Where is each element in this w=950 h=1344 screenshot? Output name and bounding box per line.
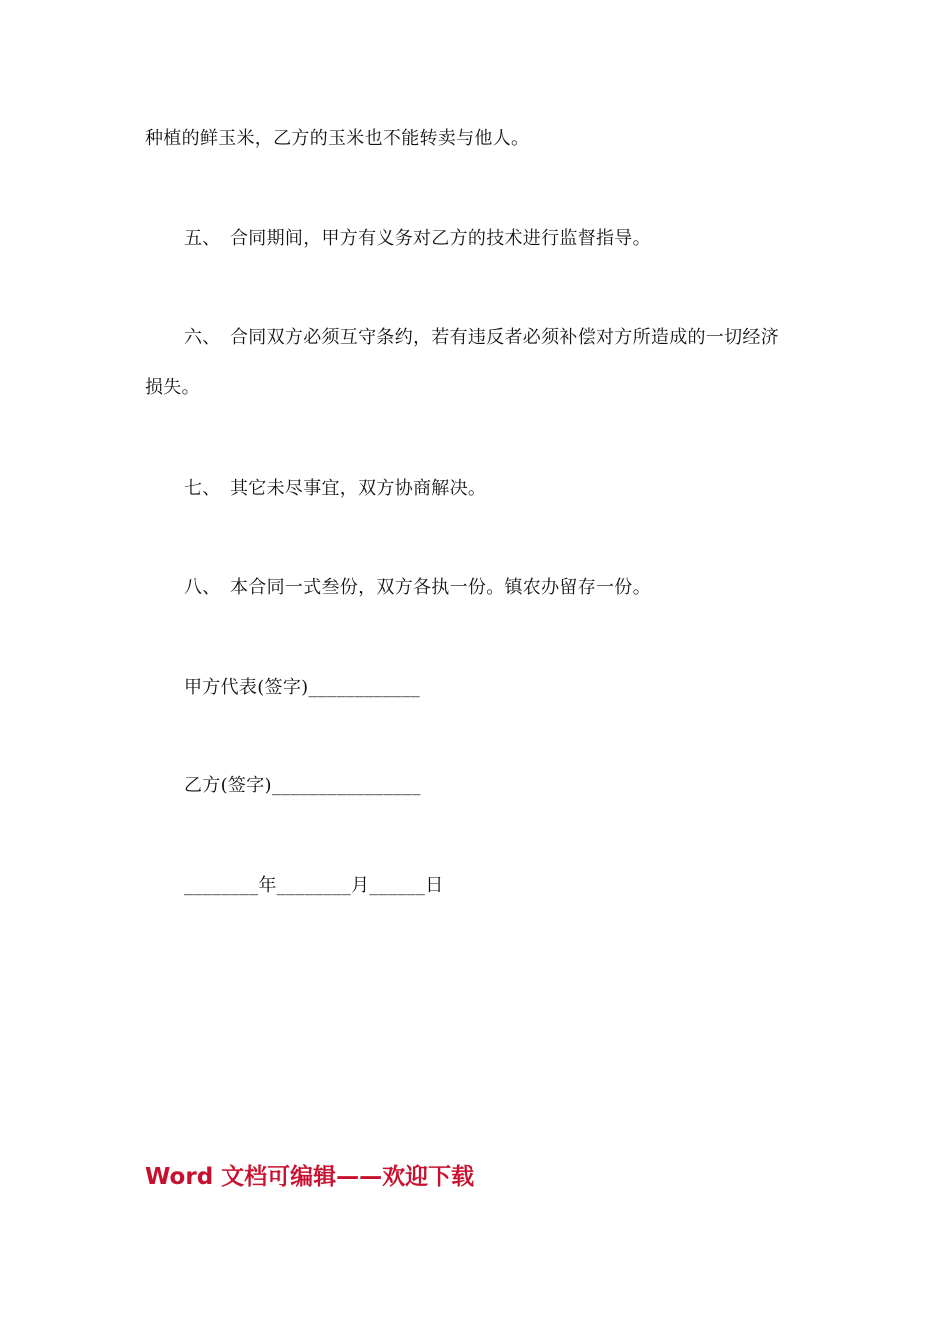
paragraph-continuation: 种植的鲜玉米，乙方的玉米也不能转卖与他人。	[145, 128, 530, 149]
clause-text: 其它未尽事宜，双方协商解决。	[230, 478, 487, 499]
download-banner: Word 文档可编辑——欢迎下载	[145, 1164, 475, 1190]
clause-number: 八、	[184, 577, 221, 598]
clause-6	[184, 326, 779, 350]
signature-party-a: 甲方代表(签字)____________	[184, 677, 421, 698]
clause-8	[184, 576, 651, 600]
clause-text: 本合同一式叁份，双方各执一份。镇农办留存一份。	[230, 577, 651, 598]
clause-7	[184, 477, 486, 501]
clause-number: 六、	[184, 327, 221, 348]
clause-5	[184, 227, 651, 251]
clause-text: 合同期间，甲方有义务对乙方的技术进行监督指导。	[230, 228, 651, 249]
clause-number: 七、	[184, 478, 221, 499]
clause-number: 五、	[184, 228, 221, 249]
clause-6-continuation: 损失。	[145, 377, 200, 398]
signature-party-b: 乙方(签字)________________	[184, 775, 421, 796]
clause-text: 合同双方必须互守条约，若有违反者必须补偿对方所造成的一切经济	[230, 327, 779, 348]
signature-date: ________年________月______日	[184, 875, 444, 896]
